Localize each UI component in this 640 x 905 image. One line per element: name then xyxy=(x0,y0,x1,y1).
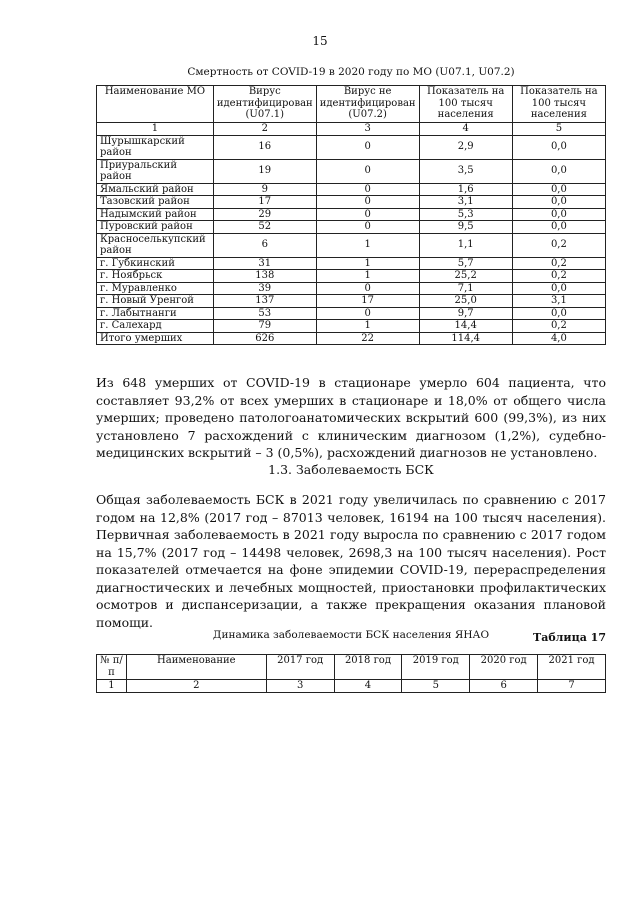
value-cell: 7,1 xyxy=(419,282,512,295)
value-cell: 626 xyxy=(213,332,316,345)
district-name-cell: Надымский район xyxy=(97,208,214,221)
value-cell: 17 xyxy=(316,295,419,308)
table-row xyxy=(97,208,606,221)
header-cell: Показатель на 100 тысяч населения xyxy=(419,86,512,123)
section-title: 1.3. Заболеваемость БСК xyxy=(268,462,434,477)
value-cell: 29 xyxy=(213,208,316,221)
district-name-cell: Тазовский район xyxy=(97,196,214,209)
column-number: 5 xyxy=(402,680,470,693)
column-number: 6 xyxy=(470,680,538,693)
value-cell: 0,0 xyxy=(512,282,605,295)
value-cell: 0,0 xyxy=(512,135,605,159)
header-cell: 2021 год xyxy=(538,655,606,680)
column-number: 2 xyxy=(213,123,316,136)
table-row xyxy=(97,257,606,270)
value-cell: 2,9 xyxy=(419,135,512,159)
district-name-cell: г. Муравленко xyxy=(97,282,214,295)
value-cell: 0,0 xyxy=(512,159,605,183)
value-cell: 0,0 xyxy=(512,307,605,320)
table-row xyxy=(97,233,606,257)
value-cell: 3,1 xyxy=(419,196,512,209)
value-cell: 0 xyxy=(316,183,419,196)
value-cell: 0,2 xyxy=(512,257,605,270)
value-cell: 5,7 xyxy=(419,257,512,270)
value-cell: 25,2 xyxy=(419,270,512,283)
page-number: 15 xyxy=(312,34,328,48)
table-row xyxy=(97,196,606,209)
value-cell: 0 xyxy=(316,221,419,234)
district-name-cell: г. Салехард xyxy=(97,320,214,333)
value-cell: 52 xyxy=(213,221,316,234)
value-cell: 31 xyxy=(213,257,316,270)
value-cell: 1,1 xyxy=(419,233,512,257)
district-name-cell: г. Лабытнанги xyxy=(97,307,214,320)
value-cell: 19 xyxy=(213,159,316,183)
header-cell: Наименование xyxy=(126,655,266,680)
district-name-cell: Ямальский район xyxy=(97,183,214,196)
column-number: 1 xyxy=(97,123,214,136)
table-row xyxy=(97,320,606,333)
value-cell: 14,4 xyxy=(419,320,512,333)
header-cell: 2017 год xyxy=(266,655,334,680)
value-cell: 9,5 xyxy=(419,221,512,234)
value-cell: 1 xyxy=(316,270,419,283)
district-name-cell: Красноселькупский район xyxy=(97,233,214,257)
value-cell: 1 xyxy=(316,233,419,257)
value-cell: 0,0 xyxy=(512,221,605,234)
table-row xyxy=(97,307,606,320)
mortality-table-caption: Смертность от COVID-19 в 2020 году по МО (U07.1, U07.2) xyxy=(187,66,515,78)
value-cell: 0 xyxy=(316,135,419,159)
header-cell: Наименование МО xyxy=(97,86,214,123)
value-cell: 22 xyxy=(316,332,419,345)
value-cell: 0,0 xyxy=(512,196,605,209)
header-cell: 2018 год xyxy=(334,655,402,680)
value-cell: 0 xyxy=(316,196,419,209)
value-cell: 0,2 xyxy=(512,270,605,283)
district-name-cell: г. Губкинский xyxy=(97,257,214,270)
value-cell: 0,2 xyxy=(512,233,605,257)
value-cell: 1,6 xyxy=(419,183,512,196)
dynamics-table xyxy=(96,654,606,693)
column-number: 3 xyxy=(266,680,334,693)
district-name-cell: г. Ноябрьск xyxy=(97,270,214,283)
header-cell: 2020 год xyxy=(470,655,538,680)
table-row xyxy=(97,221,606,234)
paragraph-autopsy: Из 648 умерших от COVID-19 в стационаре умерло 604 пациента, что составляет 93,2% от всех умерших в стационаре и 18,0% от общего числа умерших; проведено патологоанатомических вскрытий 600 (99,3%), из них установлено 7 расхождений с клиническим диагнозом (1,2%), судебно-медицинских вскрытий – 3 (0,5%), расхождений диагнозов не установлено. xyxy=(96,375,606,460)
district-name-cell: Шурышкарский район xyxy=(97,135,214,159)
table-row xyxy=(97,332,606,345)
header-cell: Вирус не идентифицирован (U07.2) xyxy=(316,86,419,123)
value-cell: 4,0 xyxy=(512,332,605,345)
value-cell: 9,7 xyxy=(419,307,512,320)
column-number: 4 xyxy=(334,680,402,693)
value-cell: 5,3 xyxy=(419,208,512,221)
paragraph-bsk-incidence: Общая заболеваемость БСК в 2021 году увеличилась по сравнению с 2017 годом на 12,8% (2017 год – 87013 человек, 16194 на 100 тысяч населения). Первичная заболеваемость в 2021 году выросла по сравнению с 2017 годом на 15,7% (2017 год – 14498 человек, 2698,3 на 100 тысяч населения). Рост показателей отмечается на фоне эпидемии COVID-19, перераспределения диагностических и лечебных мощностей, приостановки профилактических осмотров и диспансеризации, а также прекращения оказания плановой помощи. xyxy=(96,492,606,630)
value-cell: 3,1 xyxy=(512,295,605,308)
value-cell: 137 xyxy=(213,295,316,308)
value-cell: 0 xyxy=(316,307,419,320)
value-cell: 1 xyxy=(316,257,419,270)
value-cell: 6 xyxy=(213,233,316,257)
header-cell: № п/п xyxy=(97,655,127,680)
column-number: 3 xyxy=(316,123,419,136)
district-name-cell: г. Новый Уренгой xyxy=(97,295,214,308)
value-cell: 0 xyxy=(316,208,419,221)
value-cell: 3,5 xyxy=(419,159,512,183)
value-cell: 0,0 xyxy=(512,183,605,196)
column-number: 7 xyxy=(538,680,606,693)
value-cell: 1 xyxy=(316,320,419,333)
table-label: Таблица 17 xyxy=(533,631,606,644)
table-row xyxy=(97,159,606,183)
mortality-table xyxy=(96,85,606,345)
district-name-cell: Приуральский район xyxy=(97,159,214,183)
column-number: 4 xyxy=(419,123,512,136)
value-cell: 16 xyxy=(213,135,316,159)
value-cell: 0,0 xyxy=(512,208,605,221)
column-number: 5 xyxy=(512,123,605,136)
value-cell: 9 xyxy=(213,183,316,196)
value-cell: 17 xyxy=(213,196,316,209)
value-cell: 0 xyxy=(316,282,419,295)
district-name-cell: Итого умерших xyxy=(97,332,214,345)
table-row xyxy=(97,183,606,196)
value-cell: 114,4 xyxy=(419,332,512,345)
value-cell: 25,0 xyxy=(419,295,512,308)
value-cell: 0,2 xyxy=(512,320,605,333)
table-row xyxy=(97,282,606,295)
dynamics-table-caption: Динамика заболеваемости БСК населения ЯНАО xyxy=(212,629,490,641)
table-row xyxy=(97,295,606,308)
table-row xyxy=(97,270,606,283)
header-cell: Показатель на 100 тысяч населения xyxy=(512,86,605,123)
value-cell: 138 xyxy=(213,270,316,283)
header-cell: Вирус идентифицирован (U07.1) xyxy=(213,86,316,123)
column-number: 2 xyxy=(126,680,266,693)
column-number: 1 xyxy=(97,680,127,693)
table-row xyxy=(97,135,606,159)
value-cell: 79 xyxy=(213,320,316,333)
value-cell: 53 xyxy=(213,307,316,320)
value-cell: 0 xyxy=(316,159,419,183)
district-name-cell: Пуровский район xyxy=(97,221,214,234)
value-cell: 39 xyxy=(213,282,316,295)
header-cell: 2019 год xyxy=(402,655,470,680)
